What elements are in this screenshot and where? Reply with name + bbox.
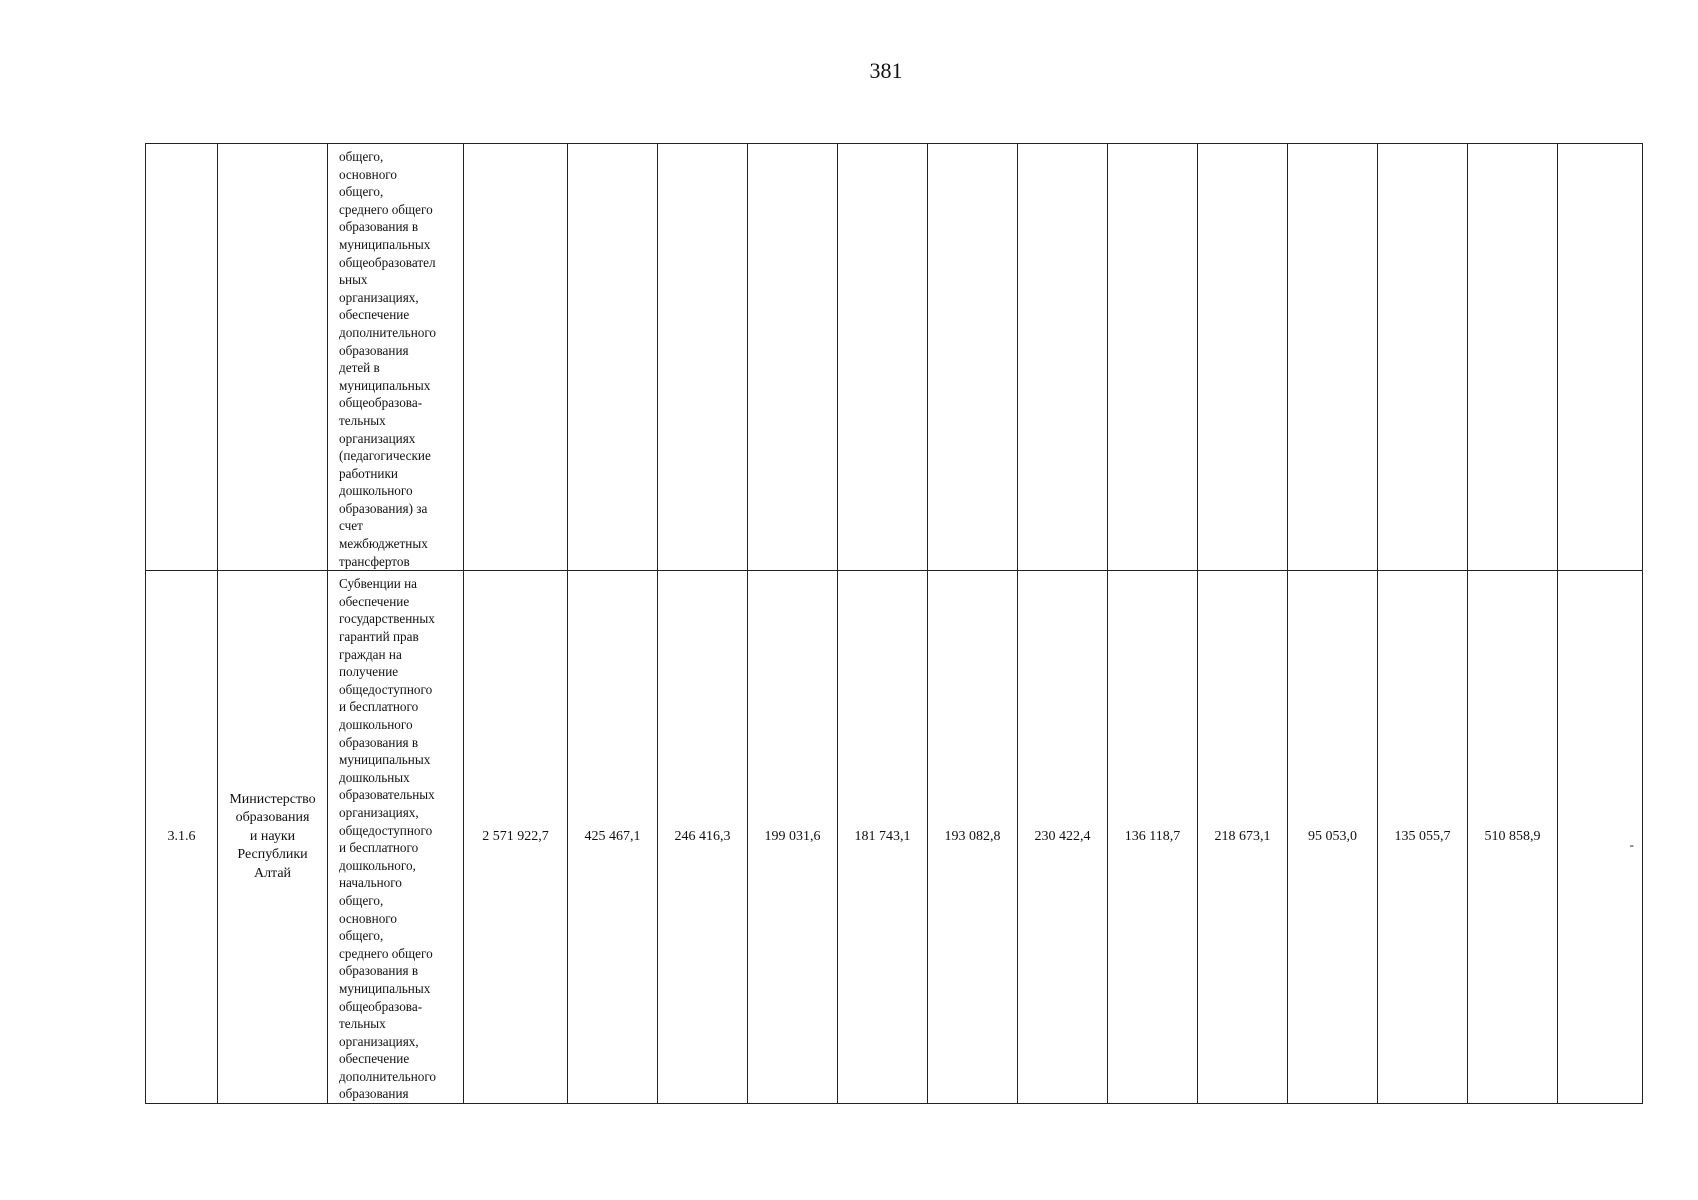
description-line: общедоступного	[339, 681, 433, 697]
description-line: организациях,	[339, 804, 419, 820]
value-cell: 218 673,1	[1198, 571, 1288, 1104]
description-line: общего,	[339, 928, 384, 944]
value-cell: 136 118,7	[1108, 571, 1198, 1104]
value-cell: 181 743,1	[838, 571, 928, 1104]
description-line: организациях,	[339, 1033, 419, 1049]
description-line: обеспечение	[339, 307, 410, 323]
value-cell: 135 055,7	[1378, 571, 1468, 1104]
description-line: получение	[339, 664, 399, 680]
row-description-cell	[328, 571, 464, 1104]
value-cell-total	[464, 144, 568, 571]
budget-table	[145, 143, 1643, 1104]
value-cell	[748, 144, 838, 571]
description-line: образования в	[339, 734, 419, 750]
description-line: тельных	[339, 412, 386, 428]
description-line: основного	[339, 910, 397, 926]
description-line: муниципальных	[339, 980, 431, 996]
description-line: детей в	[339, 360, 380, 376]
description-line: общеобразовател	[339, 254, 436, 270]
value-cell: 230 422,4	[1018, 571, 1108, 1104]
row-organization-cell	[218, 571, 328, 1104]
description-line: муниципальных	[339, 752, 431, 768]
description-line: общеобразова-	[339, 998, 423, 1014]
value-cell	[658, 144, 748, 571]
description-line: общедоступного	[339, 822, 433, 838]
description-line: и бесплатного	[339, 840, 419, 856]
description-line: образовательных	[339, 787, 435, 803]
description-line: дополнительного	[339, 324, 437, 340]
description-line: организациях	[339, 430, 416, 446]
value-cell: 193 082,8	[928, 571, 1018, 1104]
description-line: муниципальных	[339, 377, 431, 393]
description-line: государственных	[339, 611, 435, 627]
description-line: ьных	[339, 272, 368, 288]
description-line: дошкольного	[339, 483, 413, 499]
description-line: дошкольных	[339, 769, 410, 785]
description-line: общеобразова-	[339, 395, 423, 411]
description-line: обеспечение	[339, 1051, 410, 1067]
organization-line: Республики	[237, 847, 308, 863]
value-cell	[568, 144, 658, 571]
row-organization-cell	[218, 144, 328, 571]
organization-line: и науки	[249, 828, 296, 844]
value-cell	[1198, 144, 1288, 571]
description-line: трансфертов	[339, 553, 410, 569]
description-line: общего,	[339, 892, 384, 908]
organization-line: Алтай	[253, 865, 292, 881]
last-cell	[1558, 144, 1643, 571]
description-line: начального	[339, 875, 402, 891]
last-cell	[1558, 571, 1643, 1104]
value-cell: 246 416,3	[658, 571, 748, 1104]
description-line: образования в	[339, 219, 419, 235]
description-line: дошкольного	[339, 717, 413, 732]
description-line: дополнительного	[339, 1068, 437, 1084]
value-cell	[1288, 144, 1378, 571]
description-line: межбюджетных	[339, 536, 428, 552]
description-line: Субвенции на	[339, 576, 418, 592]
description-line: обеспечение	[339, 593, 410, 609]
value-cell: 199 031,6	[748, 571, 838, 1104]
value-cell	[928, 144, 1018, 571]
value-cell	[1468, 144, 1558, 571]
description-line: образования	[339, 1086, 409, 1102]
dash-mark: -	[1629, 837, 1634, 853]
row-code-cell	[146, 144, 218, 571]
description-line: работники	[339, 465, 398, 481]
description-line: среднего общего	[339, 201, 433, 217]
value-cell	[1018, 144, 1108, 571]
description-line: образования) за	[339, 500, 428, 516]
table-row	[146, 144, 1643, 571]
description-line: среднего общего	[339, 945, 433, 961]
description-line: граждан на	[339, 646, 402, 662]
organization-line: образования	[235, 810, 310, 826]
value-cell: 95 053,0	[1288, 571, 1378, 1104]
row-code-cell: 3.1.6	[146, 571, 218, 1104]
value-cell	[1108, 144, 1198, 571]
description-line: организациях,	[339, 289, 419, 305]
value-cell	[1378, 144, 1468, 571]
organization-line: Министерство	[229, 791, 316, 807]
page-number: 381	[869, 58, 903, 83]
description-line: и бесплатного	[339, 699, 419, 715]
row-description-cell	[328, 144, 464, 571]
description-line: общего,	[339, 149, 384, 164]
description-line: счет	[339, 518, 363, 534]
description-line: образования	[339, 342, 409, 358]
description-line: гарантий прав	[339, 629, 419, 645]
description-line: общего,	[339, 184, 384, 200]
description-line: муниципальных	[339, 236, 431, 252]
description-line: (педагогические	[339, 448, 431, 464]
value-cell-total: 2 571 922,7	[464, 571, 568, 1104]
description-line: тельных	[339, 1016, 386, 1032]
value-cell	[838, 144, 928, 571]
description-line: образования в	[339, 963, 419, 979]
value-cell: 510 858,9	[1468, 571, 1558, 1104]
value-cell: 425 467,1	[568, 571, 658, 1104]
description-line: дошкольного,	[339, 857, 416, 873]
table-row	[146, 571, 1643, 1104]
description-line: основного	[339, 166, 397, 182]
